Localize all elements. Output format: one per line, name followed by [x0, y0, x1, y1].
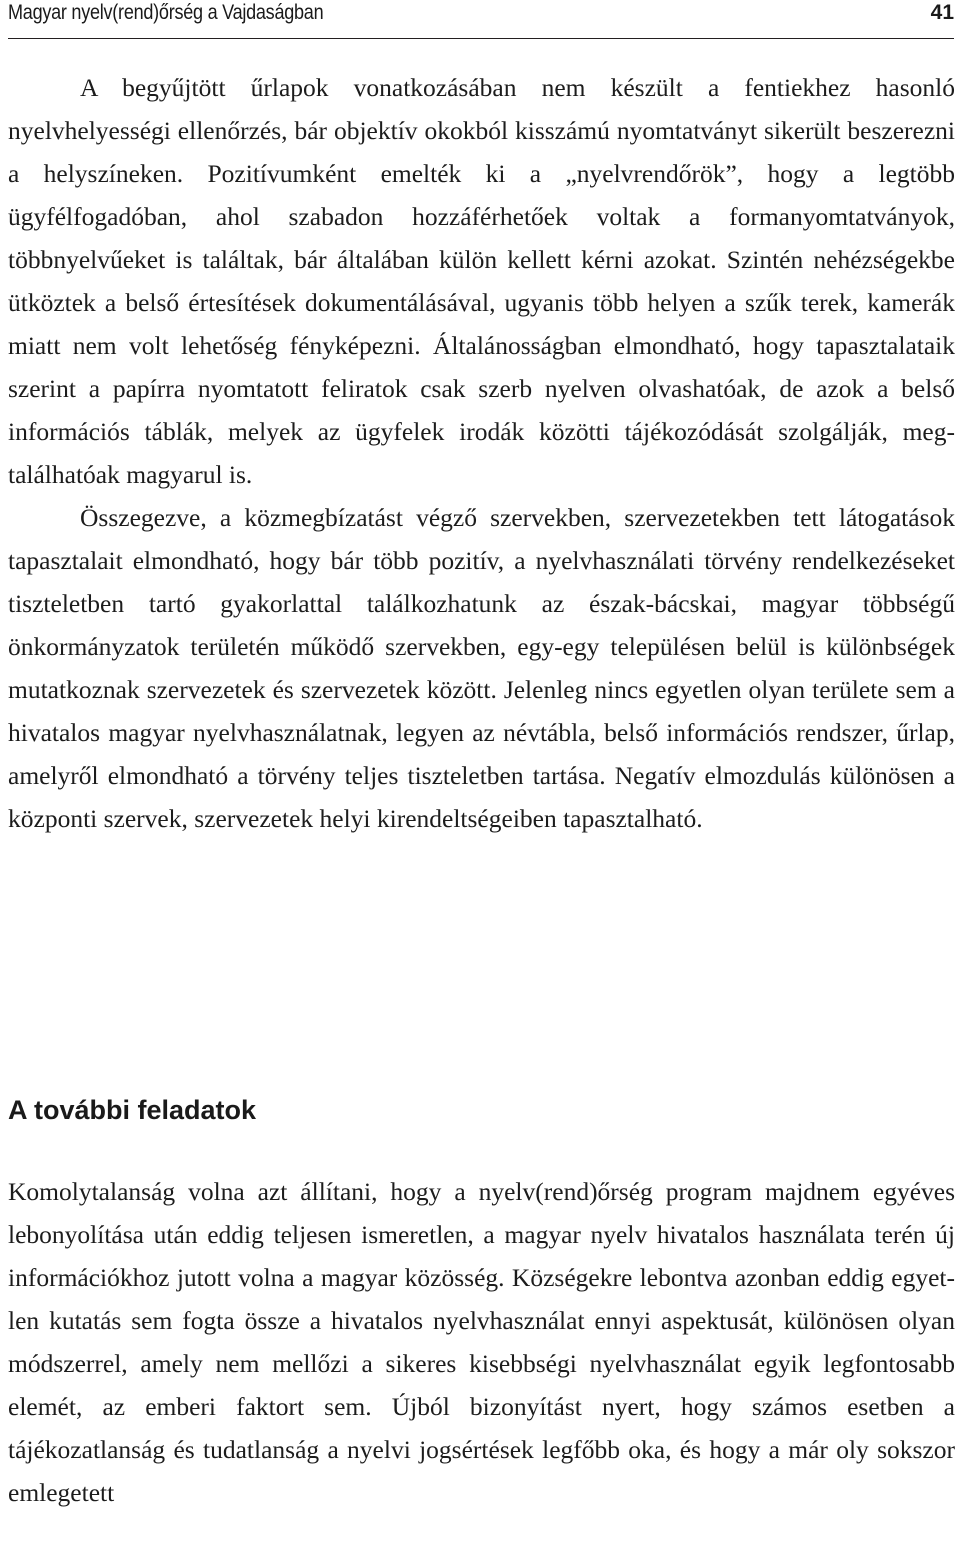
body-text-lower — [8, 1170, 955, 1514]
section-heading: A további feladatok — [8, 1095, 257, 1125]
paragraph-forms: A begyűjtött űrlapok vonatkozásában nem készült a fentiekhez hasonló nyelvhelyességi ellenőrzés, bár objektív okokból kisszámú nyomtatványt sikerült beszerezni a helyszíneken. Pozitívumként emelték ki a „nyelvrendőrök”, hogy a legtöbb ügyfélfogadóban, ahol szabadon hozzáférhetőek voltak a formanyomtatványok, többnyelvűeket is találtak, bár általában külön kellett kérni azokat. Szintén nehézségekbe ütköztek a belső értesítések dokumentálásával, ugyanis több helyen a szűk terek, kamerák miatt nem volt lehetőség fényképezni. Általánosságban elmondható, hogy tapasztalataik szerint a papírra nyomtatott feliratok csak szerb nyelven olvashatóak, de azok a belső információs táblák, melyek az ügyfelek irodák közötti tájékozódását szolgálják, megtalálhatóak magyarul is. — [8, 73, 955, 489]
paragraph-summary: Összegezve, a közmegbízatást végző szervekben, szervezetekben tett látogatások tapasztalait elmondható, hogy bár több pozitív, a nyelvhasználati törvény rendelkezéseket tiszteletben tartó gyakorlattal találkozhatunk az észak-bácskai, magyar többségű önkormányzatok területén működő szervekben, egy-egy településen belül is különbségek mutatkoznak szervezetek és szervezetek között. Jelenleg nincs egyetlen olyan területe sem a hivatalos magyar nyelvhasználatnak, legyen az névtábla, belső információs rendszer, űrlap, amelyről elmondható a törvény teljes tiszteletben tartása. Negatív elmozdulás különösen a központi szervek, szervezetek helyi kirendeltségeiben tapasztalható. — [8, 503, 955, 833]
body-text-upper — [8, 66, 955, 840]
running-title: Magyar nyelv(rend)őrség a Vajdaságban — [8, 1, 324, 24]
running-header — [8, 0, 954, 39]
paragraph-further-tasks: Komolytalanság volna azt állítani, hogy a nyelv(rend)őrség program majdnem egyéves lebonyolítása után eddig teljesen ismeretlen, a magyar nyelv hivatalos használata terén új információkhoz jutott volna a magyar közösség. Községekre lebontva azonban eddig egyetlen kutatás sem fogta össze a hivatalos nyelvhasználat ennyi aspektusát, különösen olyan módszerrel, amely nem mellőzi a sikeres kisebbségi nyelvhasználat egyik legfontosabb elemét, az emberi faktort sem. Újból bizonyítást nyert, hogy számos esetben a tájékozatlanság és tudatlanság a nyelvi jogsértések legfőbb oka, és hogy a már oly sokszor emlegetett — [8, 1177, 955, 1507]
page-number: 41 — [930, 1, 954, 24]
